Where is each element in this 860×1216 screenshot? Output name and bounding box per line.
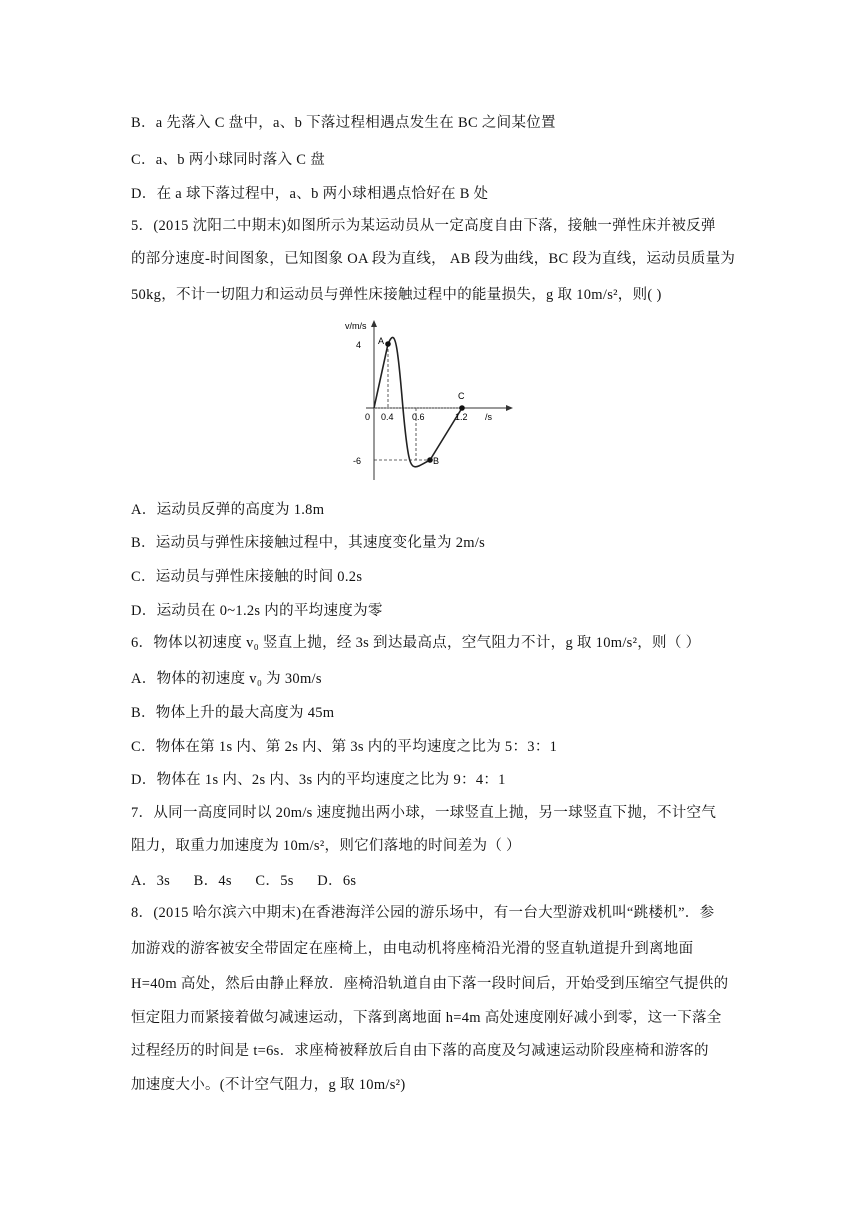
- question-5-line-1: 5．(2015 沈阳二中期末)如图所示为某运动员从一定高度自由下落，接触一弹性床并被反弹: [131, 218, 716, 234]
- y-axis-arrow: [371, 320, 377, 327]
- y-tick-4: 4: [356, 340, 362, 350]
- point-a: [385, 341, 391, 347]
- question-6-option-a: A．物体的初速度 v₀ 为 30m/s: [131, 671, 322, 687]
- question-5-line-2: 的部分速度-时间图象，已知图象 OA 段为直线， AB 段为曲线，BC 段为直线，运动员质量为: [131, 251, 736, 267]
- question-6: 6．物体以初速度 v₀ 竖直上抛，经 3s 到达最高点，空气阻力不计，g 取 10m/s²，则（ ）: [131, 635, 701, 651]
- question-6-option-c: C．物体在第 1s 内、第 2s 内、第 3s 内的平均速度之比为 5：3：1: [131, 739, 558, 755]
- question-8-line-2: 加游戏的游客被安全带固定在座椅上，由电动机将座椅沿光滑的竖直轨道提升到离地面: [131, 941, 694, 957]
- question-7-line-2: 阻力，取重力加速度为 10m/s²，则它们落地的时间差为（ ）: [131, 838, 521, 854]
- question-8-line-3: H=40m 高处，然后由静止释放．座椅沿轨道自由下落一段时间后，开始受到压缩空气提供的: [131, 976, 729, 992]
- label-c: C: [458, 391, 465, 401]
- question-7-line-1: 7．从同一高度同时以 20m/s 速度抛出两小球，一球竖直上抛，另一球竖直下抛，不计空气: [131, 805, 717, 821]
- point-c: [459, 405, 465, 411]
- velocity-time-chart: [338, 317, 518, 483]
- label-a: A: [378, 336, 385, 346]
- question-5-option-c: C．运动员与弹性床接触的时间 0.2s: [131, 569, 363, 585]
- question-4-option-b: B．a 先落入 C 盘中，a、b 下落过程相遇点发生在 BC 之间某位置: [131, 115, 556, 131]
- question-8-line-4: 恒定阻力而紧接着做匀减速运动，下落到离地面 h=4m 高处速度刚好减小到零，这一下落全: [131, 1010, 722, 1026]
- question-4-option-c: C．a、b 两小球同时落入 C 盘: [131, 152, 326, 168]
- question-7-options: A．3s B．4s C．5s D．6s: [131, 873, 357, 889]
- x-tick-1.2: 1.2: [455, 412, 468, 422]
- point-b: [427, 457, 433, 463]
- question-4-option-d: D．在 a 球下落过程中，a、b 两小球相遇点恰好在 B 处: [131, 186, 489, 202]
- x-axis-label: /s: [485, 412, 493, 422]
- question-5-line-3: 50kg，不计一切阻力和运动员与弹性床接触过程中的能量损失，g 取 10m/s²，则( ): [131, 287, 662, 303]
- question-5-option-b: B．运动员与弹性床接触过程中，其速度变化量为 2m/s: [131, 535, 486, 551]
- question-8-line-5: 过程经历的时间是 t=6s．求座椅被释放后自由下落的高度及匀减速运动阶段座椅和游客的: [131, 1043, 709, 1059]
- question-5-option-d: D．运动员在 0~1.2s 内的平均速度为零: [131, 603, 383, 619]
- question-8-line-6: 加速度大小。(不计空气阻力，g 取 10m/s²): [131, 1077, 406, 1093]
- y-tick-neg6: -6: [353, 456, 362, 466]
- question-8-line-1: 8．(2015 哈尔滨六中期末)在香港海洋公园的游乐场中，有一台大型游戏机叫“跳楼机”．参: [131, 905, 715, 921]
- x-tick-0.4: 0.4: [381, 412, 394, 422]
- x-axis-arrow: [506, 405, 513, 411]
- velocity-curve: [374, 337, 462, 466]
- x-tick-0: 0: [365, 412, 371, 422]
- question-6-option-d: D．物体在 1s 内、2s 内、3s 内的平均速度之比为 9：4：1: [131, 772, 506, 788]
- y-axis-label: v/m/s: [345, 321, 367, 331]
- label-b: B: [433, 456, 440, 466]
- x-tick-0.6: 0.6: [412, 412, 425, 422]
- question-5-option-a: A．运动员反弹的高度为 1.8m: [131, 502, 325, 518]
- question-6-option-b: B．物体上升的最大高度为 45m: [131, 705, 335, 721]
